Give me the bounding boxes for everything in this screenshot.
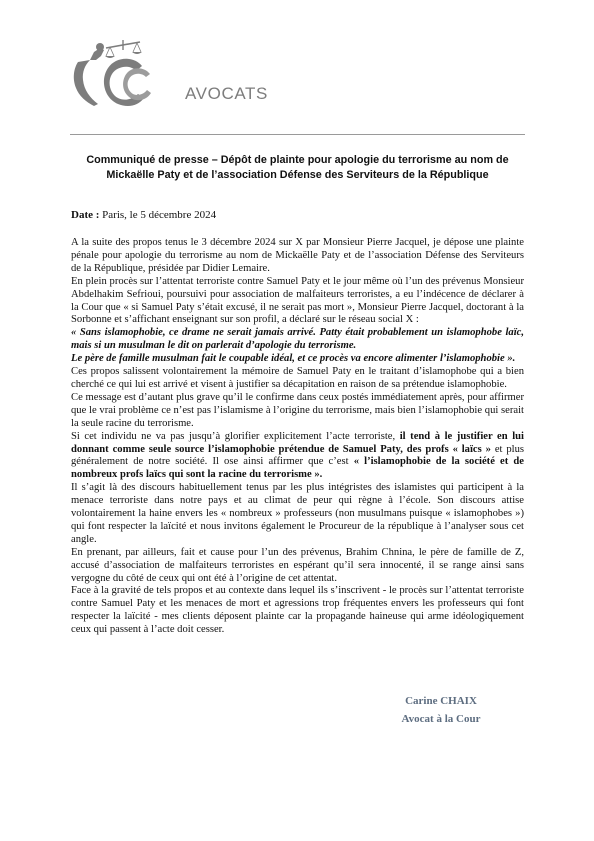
- paragraph-5-part-c: et plus généralement de notre société. Il ose ainsi affirmer que c’est: [71, 443, 524, 468]
- header-divider: [70, 134, 525, 135]
- quote-2: Le père de famille musulman fait le coupable idéal, et ce procès va encore alimenter l’islamophobie ».: [71, 353, 516, 365]
- signatory-name: Carine CHAIX: [405, 695, 477, 707]
- title-line-2: Mickaëlle Paty et de l’association Défense des Serviteurs de la République: [106, 169, 489, 181]
- paragraph-1: A la suite des propos tenus le 3 décembre 2024 sur X par Monsieur Pierre Jacquel, je dépose une plainte pénale pour apologie du terrorisme au nom de Mickaëlle Paty et de l’association Défense des Serviteurs de la République, présidée par Didier Lemaire.: [71, 237, 524, 274]
- document-body: [71, 237, 524, 637]
- document-date: [71, 209, 216, 221]
- paragraph-5: [71, 431, 524, 483]
- signature-block: [371, 692, 511, 728]
- date-value: Paris, le 5 décembre 2024: [102, 209, 217, 221]
- paragraph-5-part-a: Si cet individu ne va pas jusqu’à glorifier explicitement l’acte terroriste,: [71, 430, 400, 442]
- paragraph-7: En prenant, par ailleurs, fait et cause pour l’un des prévenus, Brahim Chnina, le père de famille de Z, accusé d’association de malfaiteurs terroristes en espérant qu’il sera innocenté, il se range ainsi sans vergogne du côté de ceux qui ont été à l’origine de cet attentat.: [71, 546, 524, 584]
- firm-name-text: AVOCATS: [185, 84, 268, 103]
- paragraph-2: En plein procès sur l’attentat terroriste contre Samuel Paty et le jour même où l’un des prévenus Monsieur Abdelhakim Sefrioui, poursuivi pour association de malfaiteurs terroristes, a eu l’indécence de déclarer à la Cour que « si Samuel Paty s’était excusé, il ne serait pas mort », Monsieur Pierre Jacquel, doctorant à la Sorbonne et s’affichant enseignant sur son profil, a déclaré sur le réseau social X :: [71, 275, 524, 326]
- scales-of-justice-logo-icon: [70, 38, 190, 110]
- paragraph-3: Ces propos salissent volontairement la mémoire de Samuel Paty en le traitant d’islamophobe qui a bien cherché ce qui lui est arrivé et visent à justifier sa décapitation en raison de sa prétendue islamophobie.: [71, 366, 524, 390]
- paragraph-4: Ce message est d’autant plus grave qu’il le confirme dans ceux postés immédiatement après, pour affirmer que le vrai problème ce n’est pas l’islamisme à l’origine du terrorisme, mais bien l’islamophobie qui serait la seule racine du terrorisme.: [71, 391, 524, 429]
- paragraph-5-part-b: il tend à le justifier en lui donnant comme seule source l’islamophobie prétendue de Samuel Paty, des profs « laïcs »: [71, 430, 524, 455]
- signatory-role: Avocat à la Cour: [401, 713, 481, 725]
- quote-1: « Sans islamophobie, ce drame ne serait jamais arrivé. Patty était probablement un islamophobe laïc, mais si un musulman le dit on parlerait d’apologie du terrorisme.: [71, 327, 524, 352]
- paragraph-6: Il s’agit là des discours habituellement tenus par les plus intégristes des islamistes qui participent à la menace terroriste dans notre pays et au climat de peur qui règne à l’école. Son discours attise volontairement la haine envers les « nombreux » professeurs (non musulmans puisque « islamophobes ») qui font respecter la laïcité et nous invitons également le Procureur de la république à l’analyser sous cet angle.: [71, 482, 524, 545]
- press-release-title: [70, 153, 525, 183]
- paragraph-5-part-d: « l’islamophobie de la société et de nombreux profs laïcs qui sont la racine du terrorisme ».: [71, 456, 524, 481]
- date-label: Date :: [71, 209, 100, 221]
- paragraph-8: Face à la gravité de tels propos et au contexte dans lequel ils s’inscrivent - le procès sur l’attentat terroriste contre Samuel Paty et les menaces de mort et agressions trop fréquentes envers les professeurs qui font respecter la laïcité - mes clients déposent plainte car la propagande haineuse qui arme idéologiquement ceux qui passent à l’acte doit cesser.: [71, 585, 524, 636]
- title-line-1: Communiqué de presse – Dépôt de plainte pour apologie du terrorisme au nom de: [86, 154, 509, 166]
- firm-logo: [70, 38, 270, 110]
